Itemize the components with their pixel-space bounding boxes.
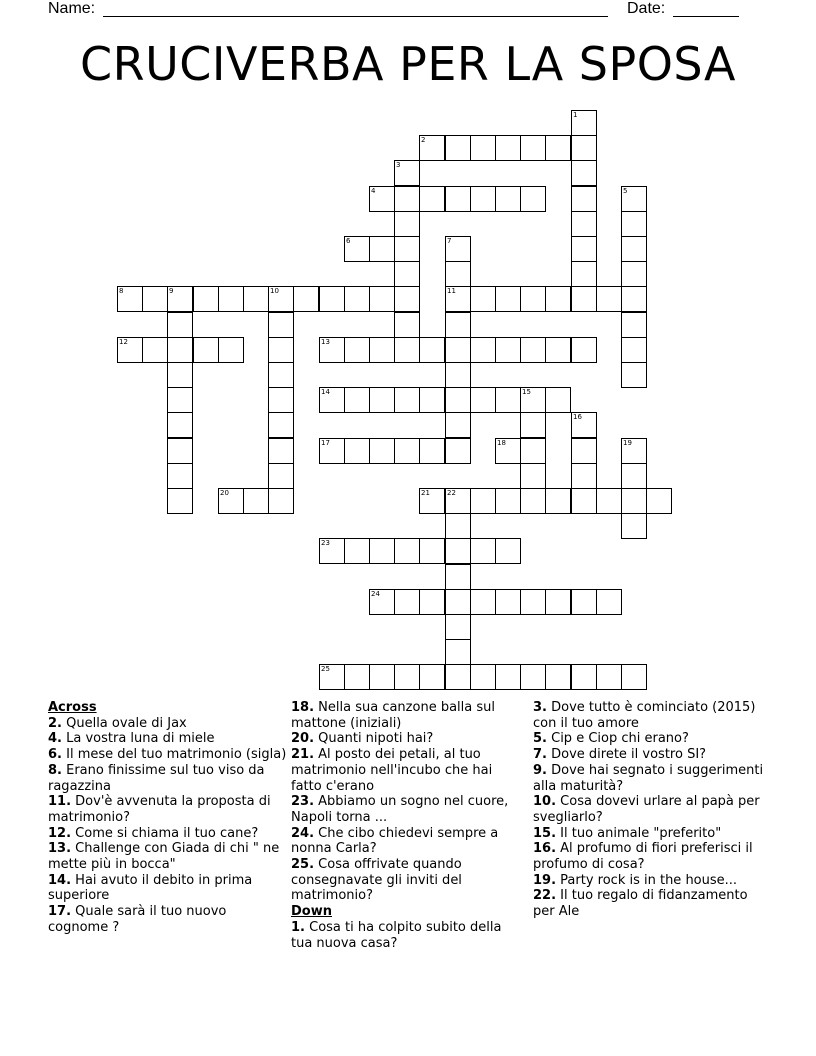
grid-cell[interactable] [571, 438, 597, 464]
grid-cell[interactable] [369, 186, 395, 212]
grid-cell[interactable] [621, 488, 647, 514]
grid-cell[interactable] [369, 589, 395, 615]
grid-cell[interactable] [268, 286, 294, 312]
grid-cell[interactable] [445, 261, 471, 287]
clue-item [48, 873, 288, 904]
grid-cell[interactable] [571, 135, 597, 161]
grid-cell[interactable] [495, 387, 521, 413]
grid-cell[interactable] [470, 387, 496, 413]
grid-cell[interactable] [571, 211, 597, 237]
grid-cell[interactable] [445, 412, 471, 438]
grid-cell[interactable] [193, 286, 219, 312]
grid-cell[interactable] [344, 438, 370, 464]
grid-cell[interactable] [394, 160, 420, 186]
grid-cell[interactable] [520, 186, 546, 212]
grid-cell[interactable] [319, 438, 345, 464]
grid-cell[interactable] [495, 664, 521, 690]
clue-item [291, 700, 526, 731]
cell-number: 1 [573, 111, 578, 119]
grid-cell[interactable] [369, 438, 395, 464]
clue-number: 3. [533, 700, 547, 715]
cell-number: 21 [421, 489, 430, 497]
clue-text: Il mese del tuo matrimonio (sigla) [61, 747, 287, 763]
clue-number: 6. [48, 747, 62, 763]
grid-cell[interactable] [520, 387, 546, 413]
grid-cell[interactable] [319, 387, 345, 413]
grid-cell[interactable] [470, 488, 496, 514]
clue-item [48, 794, 288, 825]
grid-cell[interactable] [268, 337, 294, 363]
grid-cell[interactable] [520, 589, 546, 615]
grid-cell[interactable] [520, 463, 546, 489]
grid-cell[interactable] [571, 488, 597, 514]
clue-column-3 [533, 700, 773, 920]
clue-item [291, 747, 526, 794]
grid-cell[interactable] [621, 438, 647, 464]
grid-cell[interactable] [445, 614, 471, 640]
puzzle-title: CRUCIVERBA PER LA SPOSA [80, 37, 736, 91]
clue-item [533, 747, 773, 763]
grid-cell[interactable] [344, 236, 370, 262]
grid-cell[interactable] [243, 488, 269, 514]
clue-item [291, 920, 526, 951]
across-heading: Across [48, 700, 97, 715]
clue-item [291, 731, 526, 747]
grid-cell[interactable] [167, 387, 193, 413]
grid-cell[interactable] [419, 337, 445, 363]
grid-cell[interactable] [167, 286, 193, 312]
clue-text: Come si chiama il tuo cane? [71, 825, 259, 841]
clue-text: Cosa offrivate quando consegnavate gli inviti del matrimonio? [291, 857, 462, 904]
grid-cell[interactable] [369, 337, 395, 363]
clue-text: Abbiamo un sogno nel cuore, Napoli torna ... [291, 794, 509, 825]
cell-number: 11 [447, 287, 456, 295]
cell-number: 7 [447, 237, 452, 245]
grid-cell[interactable] [167, 312, 193, 338]
grid-cell[interactable] [470, 538, 496, 564]
grid-cell[interactable] [445, 236, 471, 262]
grid-cell[interactable] [445, 589, 471, 615]
grid-cell[interactable] [445, 639, 471, 665]
grid-cell[interactable] [445, 362, 471, 388]
grid-cell[interactable] [319, 538, 345, 564]
grid-cell[interactable] [545, 286, 571, 312]
grid-cell[interactable] [167, 362, 193, 388]
grid-cell[interactable] [621, 261, 647, 287]
cell-number: 8 [119, 287, 124, 295]
grid-cell[interactable] [470, 337, 496, 363]
clue-number: 17. [48, 904, 72, 920]
grid-cell[interactable] [394, 337, 420, 363]
clue-text: Dove tutto è cominciato (2015) con il tuo amore [533, 700, 756, 731]
clue-item [48, 826, 288, 842]
grid-cell[interactable] [571, 160, 597, 186]
grid-cell[interactable] [470, 186, 496, 212]
grid-cell[interactable] [495, 186, 521, 212]
grid-cell[interactable] [596, 286, 622, 312]
clue-text: Dov'è avvenuta la proposta di matrimonio? [48, 794, 271, 825]
clue-number: 24. [291, 825, 315, 841]
grid-cell[interactable] [571, 664, 597, 690]
grid-cell[interactable] [571, 261, 597, 287]
grid-cell[interactable] [445, 513, 471, 539]
grid-cell[interactable] [117, 286, 143, 312]
clue-item [48, 841, 288, 872]
grid-cell[interactable] [445, 186, 471, 212]
clue-text: Hai avuto il debito in prima superiore [48, 872, 253, 904]
grid-cell[interactable] [293, 286, 319, 312]
grid-cell[interactable] [621, 236, 647, 262]
clue-number: 14. [48, 872, 72, 888]
cell-number: 2 [421, 136, 426, 144]
grid-cell[interactable] [520, 438, 546, 464]
down-heading: Down [291, 904, 332, 920]
grid-cell[interactable] [419, 589, 445, 615]
grid-cell[interactable] [571, 110, 597, 136]
grid-cell[interactable] [193, 337, 219, 363]
grid-cell[interactable] [419, 664, 445, 690]
grid-cell[interactable] [445, 337, 471, 363]
grid-cell[interactable] [520, 664, 546, 690]
grid-cell[interactable] [344, 286, 370, 312]
grid-cell[interactable] [520, 337, 546, 363]
clue-text: La vostra luna di miele [61, 731, 215, 747]
grid-cell[interactable] [495, 589, 521, 615]
clue-number: 10. [533, 794, 557, 810]
clue-number: 22. [533, 888, 557, 904]
clue-item [533, 873, 773, 889]
grid-cell[interactable] [319, 664, 345, 690]
clue-item [291, 857, 526, 904]
grid-cell[interactable] [419, 538, 445, 564]
grid-cell[interactable] [419, 135, 445, 161]
grid-cell[interactable] [571, 589, 597, 615]
grid-cell[interactable] [394, 387, 420, 413]
cell-number: 24 [371, 590, 380, 598]
clue-text: Challenge con Giada di chi " ne mette più in bocca" [48, 841, 280, 873]
clue-text: Che cibo chiedevi sempre a nonna Carla? [291, 825, 499, 857]
cell-number: 12 [119, 338, 128, 346]
grid-cell[interactable] [571, 412, 597, 438]
clue-number: 13. [48, 841, 72, 857]
cell-number: 23 [321, 539, 330, 547]
grid-cell[interactable] [470, 286, 496, 312]
grid-cell[interactable] [394, 236, 420, 262]
cell-number: 20 [220, 489, 229, 497]
clue-number: 16. [533, 841, 557, 857]
cell-number: 14 [321, 388, 330, 396]
grid-cell[interactable] [520, 488, 546, 514]
cell-number: 6 [346, 237, 351, 245]
clue-text: Quale sarà il tuo nuovo cognome ? [48, 904, 227, 935]
cell-number: 5 [623, 187, 628, 195]
grid-cell[interactable] [394, 538, 420, 564]
grid-cell[interactable] [117, 337, 143, 363]
clue-item [533, 794, 773, 825]
grid-cell[interactable] [445, 538, 471, 564]
clue-text: Dove hai segnato i suggerimenti alla maturità? [533, 762, 764, 794]
grid-cell[interactable] [419, 488, 445, 514]
grid-cell[interactable] [394, 261, 420, 287]
grid-cell[interactable] [167, 488, 193, 514]
grid-cell[interactable] [571, 286, 597, 312]
grid-cell[interactable] [545, 337, 571, 363]
grid-cell[interactable] [621, 211, 647, 237]
worksheet-header [0, 0, 816, 22]
name-field[interactable] [103, 16, 608, 17]
grid-cell[interactable] [419, 186, 445, 212]
grid-cell[interactable] [142, 337, 168, 363]
grid-cell[interactable] [344, 538, 370, 564]
grid-cell[interactable] [646, 488, 672, 514]
cell-number: 3 [396, 161, 401, 169]
clue-number: 8. [48, 762, 62, 778]
cell-number: 10 [270, 287, 279, 295]
grid-cell[interactable] [621, 362, 647, 388]
clue-text: Cip e Ciop chi erano? [546, 731, 689, 747]
grid-cell[interactable] [319, 337, 345, 363]
grid-cell[interactable] [394, 186, 420, 212]
grid-cell[interactable] [571, 186, 597, 212]
grid-cell[interactable] [596, 664, 622, 690]
grid-cell[interactable] [369, 538, 395, 564]
clue-text: Al profumo di fiori preferisci il profumo di cosa? [533, 841, 753, 873]
grid-cell[interactable] [520, 412, 546, 438]
grid-cell[interactable] [495, 438, 521, 464]
grid-cell[interactable] [495, 538, 521, 564]
grid-cell[interactable] [445, 564, 471, 590]
grid-cell[interactable] [394, 589, 420, 615]
clue-number: 1. [291, 919, 305, 935]
grid-cell[interactable] [545, 135, 571, 161]
grid-cell[interactable] [344, 387, 370, 413]
clue-number: 25. [291, 857, 315, 873]
grid-cell[interactable] [571, 236, 597, 262]
grid-cell[interactable] [621, 286, 647, 312]
grid-cell[interactable] [520, 286, 546, 312]
cell-number: 18 [497, 439, 506, 447]
clue-item [291, 794, 526, 825]
cell-number: 13 [321, 338, 330, 346]
grid-cell[interactable] [394, 211, 420, 237]
grid-cell[interactable] [394, 438, 420, 464]
grid-cell[interactable] [142, 286, 168, 312]
grid-cell[interactable] [268, 387, 294, 413]
grid-cell[interactable] [369, 286, 395, 312]
clue-item [48, 731, 288, 747]
clue-number: 11. [48, 794, 72, 810]
clue-number: 12. [48, 825, 72, 841]
grid-cell[interactable] [621, 664, 647, 690]
grid-cell[interactable] [445, 438, 471, 464]
cell-number: 9 [169, 287, 174, 295]
clue-column-1 [48, 700, 288, 936]
grid-cell[interactable] [495, 286, 521, 312]
clue-text: Al posto dei petali, al tuo matrimonio nell'incubo che hai fatto c'erano [291, 747, 493, 794]
clue-item [48, 904, 288, 935]
grid-cell[interactable] [571, 463, 597, 489]
grid-cell[interactable] [369, 387, 395, 413]
clue-text: Dove direte il vostro SI? [546, 747, 707, 763]
grid-cell[interactable] [268, 312, 294, 338]
clue-item [533, 700, 773, 731]
clue-item [533, 888, 773, 919]
grid-cell[interactable] [419, 387, 445, 413]
clue-item [533, 841, 773, 872]
grid-cell[interactable] [394, 286, 420, 312]
clue-number: 23. [291, 794, 315, 810]
grid-cell[interactable] [621, 513, 647, 539]
clue-number: 2. [48, 715, 62, 731]
clue-item [48, 747, 288, 763]
clue-item [533, 826, 773, 842]
grid-cell[interactable] [495, 488, 521, 514]
cell-number: 4 [371, 187, 376, 195]
clue-number: 7. [533, 747, 547, 763]
grid-cell[interactable] [369, 236, 395, 262]
clue-text: Nella sua canzone balla sul mattone (iniziali) [291, 700, 495, 731]
date-field[interactable] [673, 16, 739, 17]
grid-cell[interactable] [445, 135, 471, 161]
grid-cell[interactable] [167, 438, 193, 464]
grid-cell[interactable] [545, 589, 571, 615]
grid-cell[interactable] [445, 286, 471, 312]
grid-cell[interactable] [243, 286, 269, 312]
grid-cell[interactable] [445, 312, 471, 338]
grid-cell[interactable] [621, 312, 647, 338]
grid-cell[interactable] [167, 463, 193, 489]
clue-number: 19. [533, 872, 557, 888]
date-label: Date: [627, 0, 666, 17]
grid-cell[interactable] [218, 286, 244, 312]
grid-cell[interactable] [596, 488, 622, 514]
grid-cell[interactable] [394, 312, 420, 338]
grid-cell[interactable] [445, 387, 471, 413]
grid-cell[interactable] [571, 337, 597, 363]
cell-number: 16 [573, 413, 582, 421]
clue-item [533, 763, 773, 794]
grid-cell[interactable] [545, 387, 571, 413]
grid-cell[interactable] [445, 664, 471, 690]
grid-cell[interactable] [495, 135, 521, 161]
grid-cell[interactable] [470, 135, 496, 161]
clue-text: Quanti nipoti hai? [314, 731, 434, 747]
clue-text: Party rock is in the house... [556, 872, 738, 888]
clue-number: 5. [533, 731, 547, 747]
clue-text: Il tuo regalo di fidanzamento per Ale [533, 888, 748, 920]
clue-text: Quella ovale di Jax [61, 715, 187, 731]
clue-item [533, 731, 773, 747]
cell-number: 22 [447, 489, 456, 497]
clue-number: 15. [533, 825, 557, 841]
grid-cell[interactable] [470, 664, 496, 690]
grid-cell[interactable] [445, 488, 471, 514]
clue-number: 21. [291, 747, 315, 763]
grid-cell[interactable] [596, 589, 622, 615]
cell-number: 19 [623, 439, 632, 447]
grid-cell[interactable] [268, 412, 294, 438]
clue-item [48, 716, 288, 732]
grid-cell[interactable] [268, 362, 294, 388]
cell-number: 17 [321, 439, 330, 447]
grid-cell[interactable] [520, 135, 546, 161]
grid-cell[interactable] [344, 337, 370, 363]
grid-cell[interactable] [218, 337, 244, 363]
clue-number: 9. [533, 762, 547, 778]
grid-cell[interactable] [545, 664, 571, 690]
grid-cell[interactable] [268, 438, 294, 464]
grid-cell[interactable] [344, 664, 370, 690]
grid-cell[interactable] [394, 664, 420, 690]
clue-number: 20. [291, 731, 315, 747]
clue-item [48, 763, 288, 794]
cell-number: 15 [522, 388, 531, 396]
clue-text: Il tuo animale "preferito" [556, 825, 722, 841]
clue-text: Cosa ti ha colpito subito della tua nuova casa? [291, 919, 502, 951]
clue-number: 18. [291, 700, 315, 715]
clue-column-2 [291, 700, 526, 951]
grid-cell[interactable] [621, 337, 647, 363]
grid-cell[interactable] [621, 186, 647, 212]
name-label: Name: [48, 0, 96, 17]
grid-cell[interactable] [495, 337, 521, 363]
grid-cell[interactable] [268, 488, 294, 514]
grid-cell[interactable] [167, 412, 193, 438]
clue-item [291, 826, 526, 857]
cell-number: 25 [321, 665, 330, 673]
grid-cell[interactable] [621, 463, 647, 489]
grid-cell[interactable] [545, 488, 571, 514]
clue-number: 4. [48, 731, 62, 747]
grid-cell[interactable] [369, 664, 395, 690]
grid-cell[interactable] [218, 488, 244, 514]
grid-cell[interactable] [319, 286, 345, 312]
grid-cell[interactable] [419, 438, 445, 464]
grid-cell[interactable] [167, 337, 193, 363]
grid-cell[interactable] [268, 463, 294, 489]
clue-text: Cosa dovevi urlare al papà per svegliarlo? [533, 794, 760, 825]
clue-text: Erano finissime sul tuo viso da ragazzina [48, 762, 265, 794]
grid-cell[interactable] [470, 589, 496, 615]
